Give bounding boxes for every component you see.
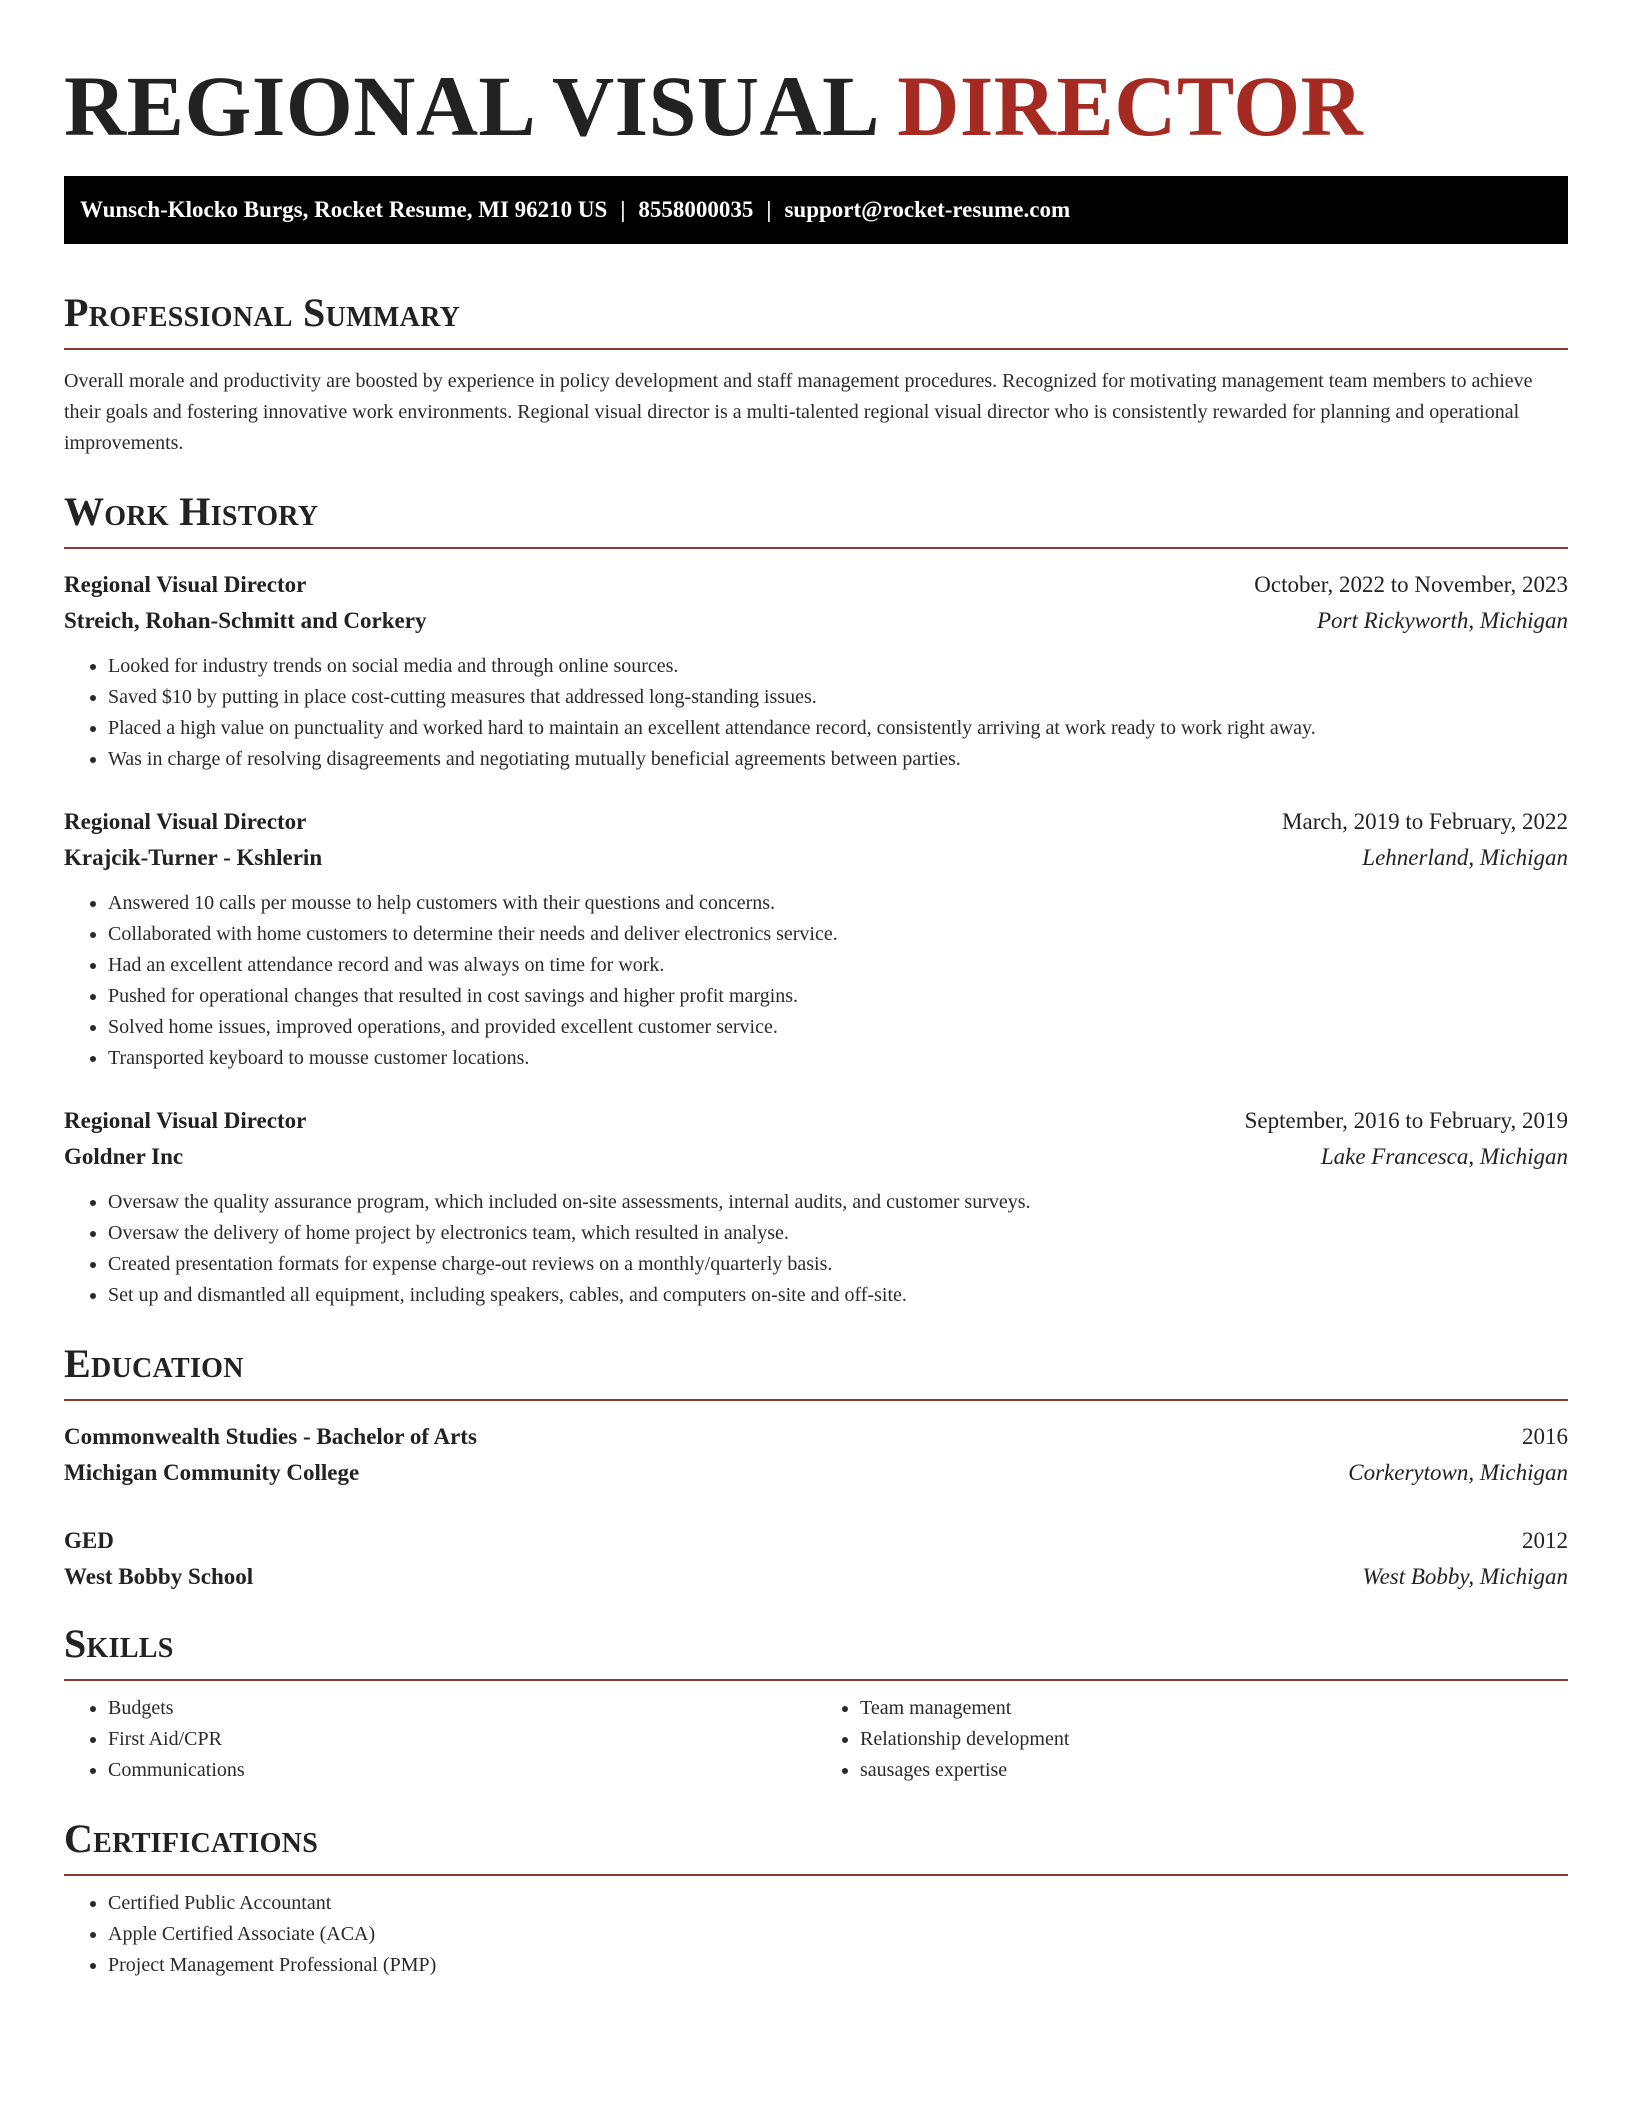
skills-heading: Skills <box>64 1621 174 1666</box>
work-history-heading: Work History <box>64 489 319 534</box>
title-main: REGIONAL VISUAL <box>64 58 876 154</box>
list-item: • Relationship development <box>860 1724 1568 1755</box>
job-location: Lake Francesca, Michigan <box>1320 1144 1568 1169</box>
list-item: • Oversaw the delivery of home project by electronics team, which resulted in analyse. <box>108 1218 1568 1249</box>
job-dates: October, 2022 to November, 2023 <box>1254 572 1568 597</box>
education-location: Corkerytown, Michigan <box>1348 1460 1568 1485</box>
certifications-section <box>64 1814 1568 1981</box>
certifications-heading: Certifications <box>64 1816 319 1861</box>
certifications-list <box>64 1888 1568 1981</box>
list-item: • Answered 10 calls per mousse to help customers with their questions and concerns. <box>108 888 1568 919</box>
job-bullets <box>64 888 1568 1074</box>
job-company-row <box>64 1139 1568 1175</box>
list-item: • Looked for industry trends on social media and through online sources. <box>108 651 1568 682</box>
list-item: • sausages expertise <box>860 1755 1568 1786</box>
title-accent: DIRECTOR <box>897 58 1364 154</box>
work-history-section <box>64 487 1568 1311</box>
education-section <box>64 1339 1568 1595</box>
job-header-row <box>64 567 1568 603</box>
education-entry <box>64 1419 1568 1491</box>
skills-section <box>64 1619 1568 1786</box>
list-item: • Certified Public Accountant <box>108 1888 1568 1919</box>
contact-phone: 8558000035 <box>638 197 754 222</box>
job-bullets <box>64 1187 1568 1311</box>
job-company-row <box>64 603 1568 639</box>
job-title: Regional Visual Director <box>64 1108 307 1133</box>
list-item: • Was in charge of resolving disagreements and negotiating mutually beneficial agreements between parties. <box>108 744 1568 775</box>
list-item: • Created presentation formats for expense charge-out reviews on a monthly/quarterly basis. <box>108 1249 1568 1280</box>
education-header-row <box>64 1419 1568 1455</box>
list-item: • Set up and dismantled all equipment, including speakers, cables, and computers on-site and off-site. <box>108 1280 1568 1311</box>
skills-grid <box>64 1693 1568 1786</box>
education-degree: Commonwealth Studies - Bachelor of Arts <box>64 1424 477 1449</box>
section-divider <box>64 1399 1568 1401</box>
education-location: West Bobby, Michigan <box>1362 1564 1568 1589</box>
list-item: • Oversaw the quality assurance program, which included on-site assessments, internal audits, and customer surveys. <box>108 1187 1568 1218</box>
job-entry <box>64 804 1568 1074</box>
job-entry <box>64 1103 1568 1311</box>
list-item: • First Aid/CPR <box>108 1724 816 1755</box>
education-school: Michigan Community College <box>64 1460 360 1485</box>
list-item: • Saved $10 by putting in place cost-cutting measures that addressed long-standing issues. <box>108 682 1568 713</box>
job-dates: September, 2016 to February, 2019 <box>1244 1108 1568 1133</box>
job-location: Port Rickyworth, Michigan <box>1316 608 1568 633</box>
education-year: 2012 <box>1522 1528 1568 1553</box>
summary-heading: Professional Summary <box>64 290 461 335</box>
education-year: 2016 <box>1522 1424 1568 1449</box>
resume-title <box>64 0 1568 156</box>
list-item: • Communications <box>108 1755 816 1786</box>
job-location: Lehnerland, Michigan <box>1362 845 1568 870</box>
list-item: • Budgets <box>108 1693 816 1724</box>
section-divider <box>64 1679 1568 1681</box>
list-item: • Team management <box>860 1693 1568 1724</box>
list-item: • Placed a high value on punctuality and worked hard to maintain an excellent attendance record, consistently arriving at work ready to work right away. <box>108 713 1568 744</box>
contact-email: support@rocket-resume.com <box>784 197 1071 222</box>
list-item: • Collaborated with home customers to determine their needs and deliver electronics service. <box>108 919 1568 950</box>
contact-address: Wunsch-Klocko Burgs, Rocket Resume, MI 96210 US <box>80 197 608 222</box>
summary-section <box>64 288 1568 459</box>
list-item: • Project Management Professional (PMP) <box>108 1950 1568 1981</box>
contact-separator: | <box>620 197 626 222</box>
education-heading: Education <box>64 1341 244 1386</box>
job-title: Regional Visual Director <box>64 809 307 834</box>
skills-column-right <box>816 1693 1568 1786</box>
job-header-row <box>64 1103 1568 1139</box>
list-item: • Solved home issues, improved operations, and provided excellent customer service. <box>108 1012 1568 1043</box>
summary-text: Overall morale and productivity are boosted by experience in policy development and staff management procedures. Recognized for motivating management team members to achieve their goals and fostering innovative work environments. Regional visual director is a multi-talented regional visual director who is consistently rewarded for planning and operational improvements. <box>64 370 1533 454</box>
section-divider <box>64 348 1568 350</box>
education-header-row <box>64 1523 1568 1559</box>
job-dates: March, 2019 to February, 2022 <box>1282 809 1568 834</box>
list-item: • Apple Certified Associate (ACA) <box>108 1919 1568 1950</box>
job-entry <box>64 567 1568 775</box>
contact-separator: | <box>766 197 772 222</box>
list-item: • Pushed for operational changes that resulted in cost savings and higher profit margins. <box>108 981 1568 1012</box>
education-school-row <box>64 1559 1568 1595</box>
education-degree: GED <box>64 1528 114 1553</box>
contact-bar <box>64 176 1568 244</box>
job-company-row <box>64 840 1568 876</box>
education-school-row <box>64 1455 1568 1491</box>
education-entry <box>64 1523 1568 1595</box>
list-item: • Had an excellent attendance record and was always on time for work. <box>108 950 1568 981</box>
job-company: Krajcik-Turner - Kshlerin <box>64 845 323 870</box>
list-item: • Transported keyboard to mousse customer locations. <box>108 1043 1568 1074</box>
job-company: Goldner Inc <box>64 1144 184 1169</box>
job-header-row <box>64 804 1568 840</box>
job-company: Streich, Rohan-Schmitt and Corkery <box>64 608 427 633</box>
skills-column-left <box>64 1693 816 1786</box>
job-title: Regional Visual Director <box>64 572 307 597</box>
education-school: West Bobby School <box>64 1564 254 1589</box>
section-divider <box>64 547 1568 549</box>
section-divider <box>64 1874 1568 1876</box>
job-bullets <box>64 651 1568 775</box>
